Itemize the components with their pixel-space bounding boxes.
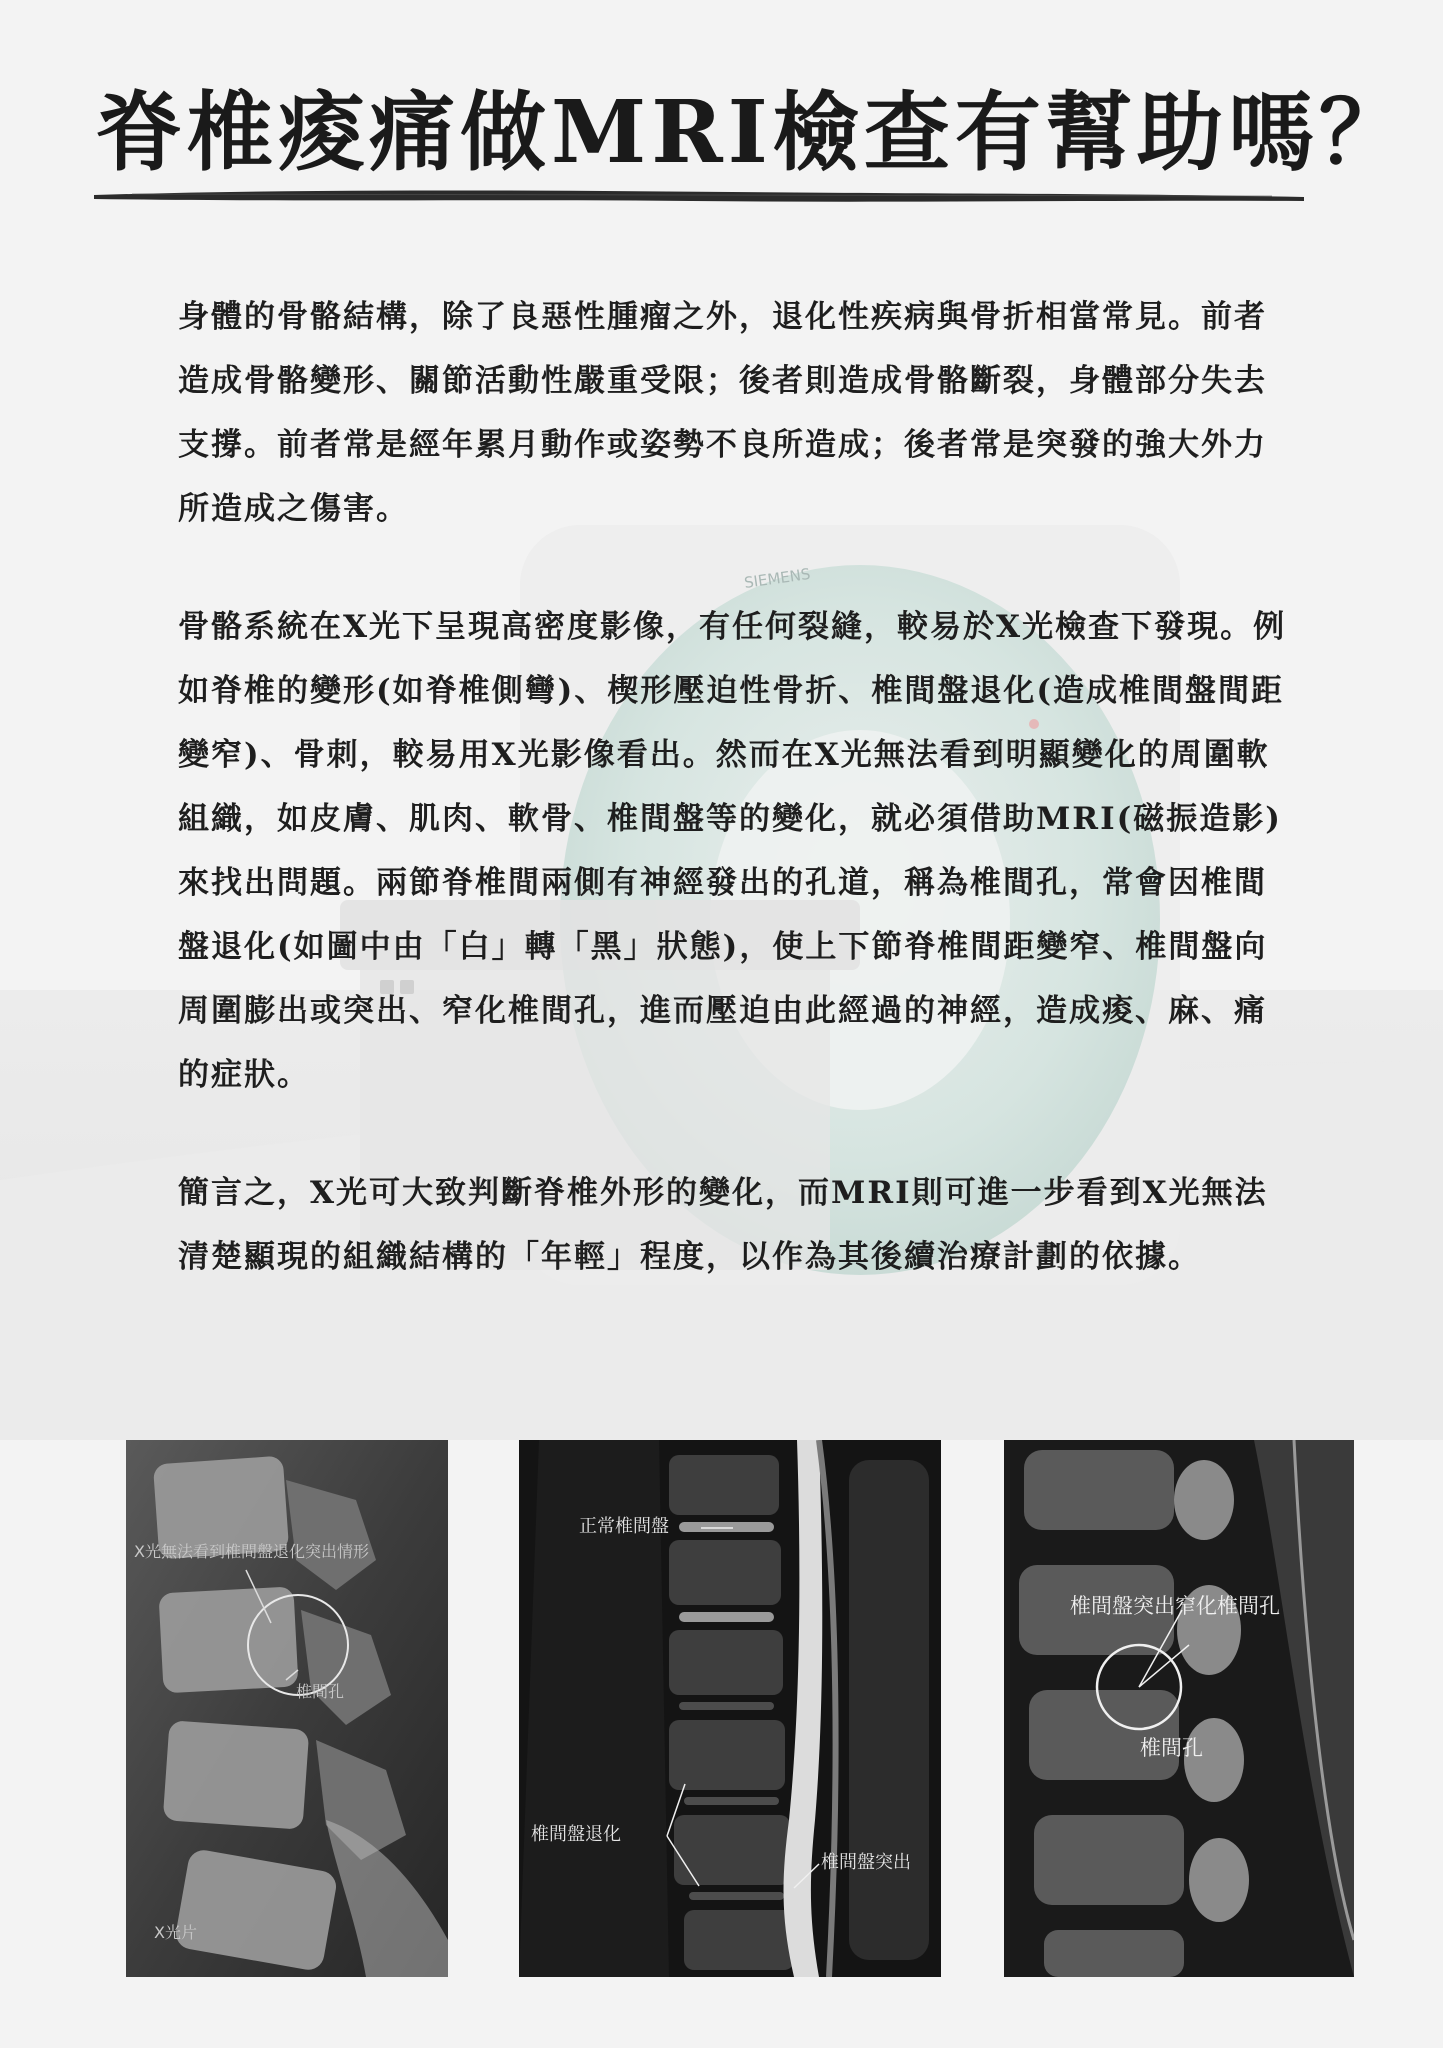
paragraph-overview: 身體的骨骼結構，除了良惡性腫瘤之外，退化性疾病與骨折相當常見。前者造成骨骼變形、關節活動性嚴重受限；後者則造成骨骼斷裂，身體部分失去支撐。前者常是經年累月動作或姿勢不良所造成；後者常是突發的強大外力所造成之傷害。 xyxy=(178,299,1267,527)
xray-caption: X光片 xyxy=(154,1923,197,1942)
normal-disc-label: 正常椎間盤 xyxy=(579,1516,669,1537)
article-body xyxy=(178,285,1294,1289)
xray-annotation-label: X光無法看到椎間盤退化突出情形 xyxy=(134,1542,369,1561)
page-title: 脊椎痠痛做MRI檢查有幫助嗎？ xyxy=(96,82,1410,183)
herniated-disc-label: 椎間盤突出 xyxy=(821,1852,911,1873)
mri-foramen-annotation-label: 椎間盤突出窄化椎間孔 xyxy=(1070,1594,1280,1618)
xray-foramen-label: 椎間孔 xyxy=(296,1682,345,1701)
paragraph-xray-vs-mri: 骨骼系統在X光下呈現高密度影像，有任何裂縫，較易於X光檢查下發現。例如脊椎的變形(如脊椎側彎)、楔形壓迫性骨折、椎間盤退化(造成椎間盤間距變窄)、骨刺，較易用X光影像看出。然而在X光無法看到明顯變化的周圍軟組織，如皮膚、肌肉、軟骨、椎間盤等的變化，就必須借助MRI(磁振造影)來找出問題。兩節脊椎間兩側有神經發出的孔道，稱為椎間孔，常會因椎間盤退化(如圖中由「白」轉「黑」狀態)，使上下節脊椎間距變窄、椎間盤向周圍膨出或突出、窄化椎間孔，進而壓迫由此經過的神經，造成痠、麻、痛的症狀。 xyxy=(178,609,1287,1093)
degenerated-disc-label: 椎間盤退化 xyxy=(531,1824,621,1845)
mri-sagittal-figure xyxy=(519,1440,941,1977)
scanner-brand-text: SIEMENS xyxy=(743,564,812,592)
xray-image xyxy=(126,1440,448,1977)
mri-foramen-figure xyxy=(1004,1440,1354,1977)
mri-foramen-label: 椎間孔 xyxy=(1140,1736,1203,1760)
title-brush-underline xyxy=(92,184,1308,208)
xray-figure xyxy=(126,1440,448,1977)
paragraph-summary: 簡言之，X光可大致判斷脊椎外形的變化，而MRI則可進一步看到X光無法清楚顯現的組織結構的「年輕」程度，以作為其後續治療計劃的依據。 xyxy=(178,1175,1268,1275)
mri-foramen-image xyxy=(1004,1440,1354,1977)
